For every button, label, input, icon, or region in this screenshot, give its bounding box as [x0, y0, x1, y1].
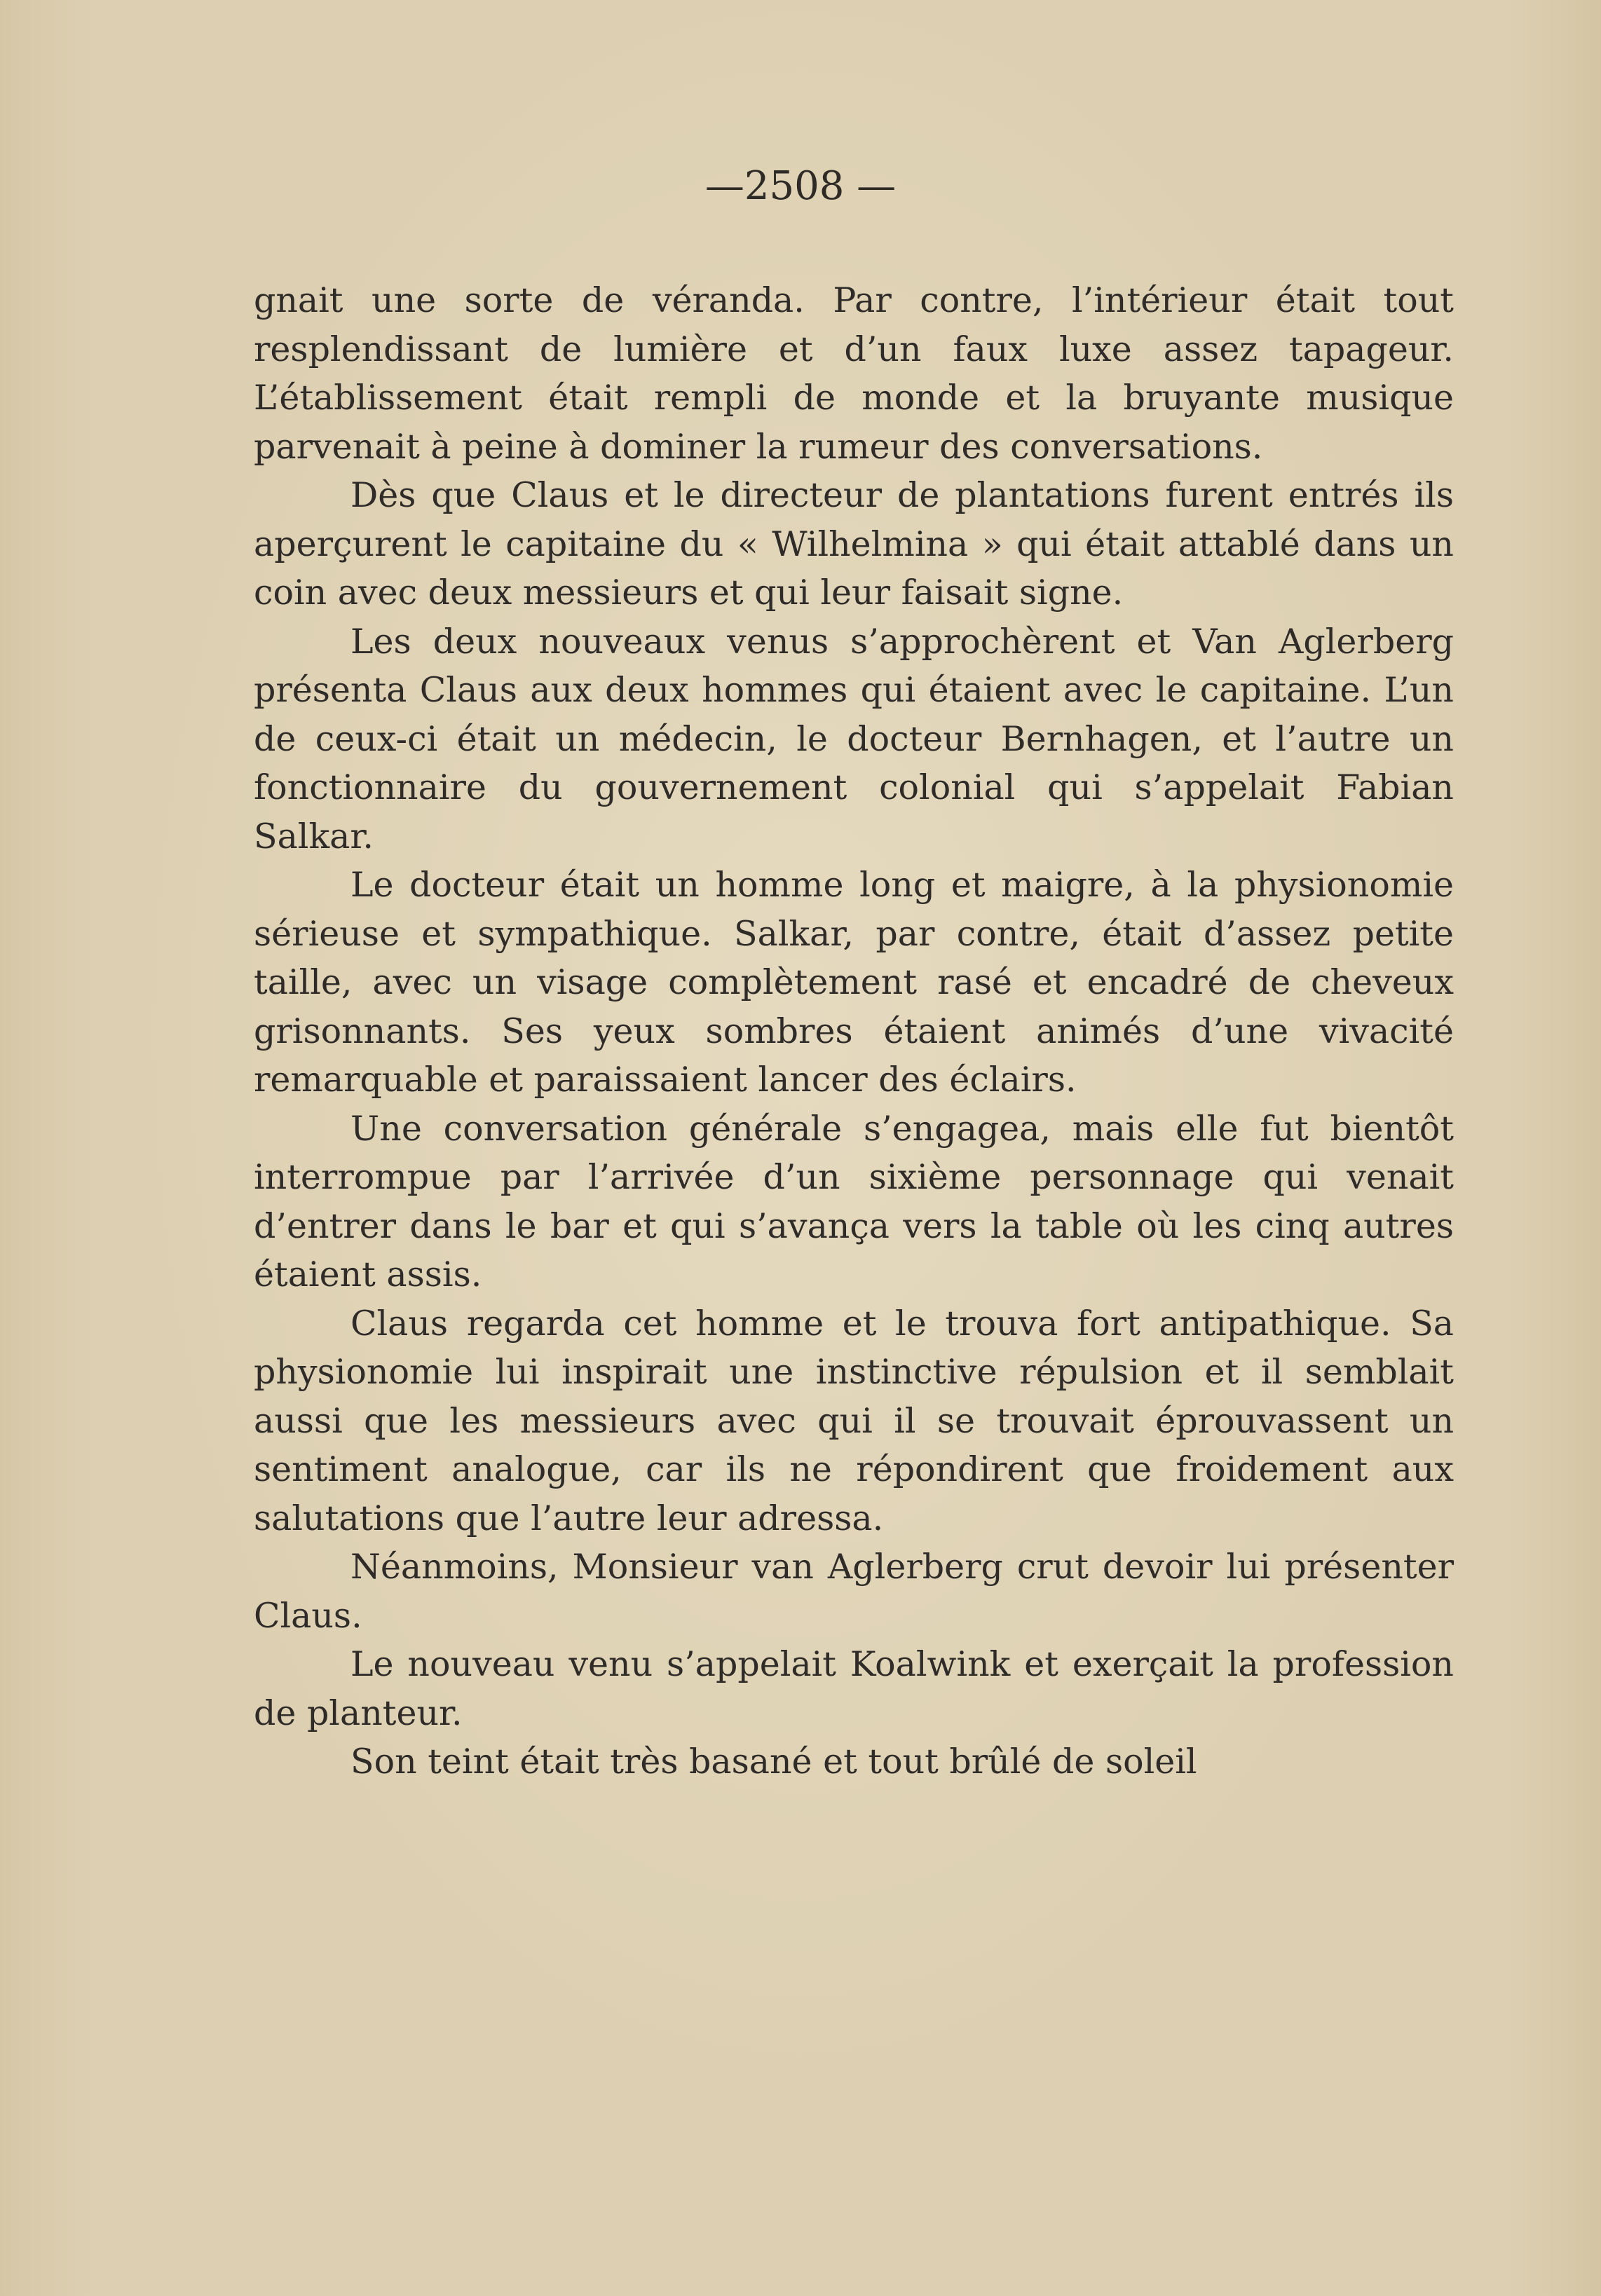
paragraph: Dès que Claus et le directeur de plantations furent entrés ils aperçurent le capitaine du « Wilhelmina » qui était attablé dans un coin avec deux messieurs et qui leur faisait signe.: [254, 475, 1454, 613]
paragraph: Le docteur était un homme long et maigre, à la physionomie sérieuse et sympathique. Salkar, par contre, était d’assez petite taille, avec un visage complètement rasé et encadré de cheveux grisonnants. Ses yeux sombres étaient animés d’une vivacité remarquable et paraissaient lancer des éclairs.: [254, 865, 1454, 1100]
paragraph: Son teint était très basané et tout brûlé de soleil: [350, 1742, 1197, 1782]
paragraph: Claus regarda cet homme et le trouva fort antipathique. Sa physionomie lui inspirait une instinctive répulsion et il semblait aussi que les messieurs avec qui il se trouvait éprouvassent un sentiment analogue, car ils ne répondirent que froidement aux salutations que l’autre leur adressa.: [254, 1303, 1454, 1538]
paragraph: Néanmoins, Monsieur van Aglerberg crut devoir lui présenter Claus.: [254, 1547, 1454, 1636]
paragraph: Les deux nouveaux venus s’approchèrent et Van Aglerberg présenta Claus aux deux hommes qui étaient avec le capitaine. L’un de ceux-ci était un médecin, le docteur Bernhagen, et l’autre un fonctionnaire du gouvernement colonial qui s’appelait Fabian Salkar.: [254, 621, 1454, 856]
page-number: —2508 —: [704, 163, 897, 209]
paragraph: gnait une sorte de véranda. Par contre, l’intérieur était tout resplendissant de lumière et d’un faux luxe assez tapageur. L’établissement était rempli de monde et la bruyante musique parvenait à peine à dominer la rumeur des conversations.: [254, 280, 1454, 467]
paragraph: Le nouveau venu s’appelait Koalwink et exerçait la profession de planteur.: [254, 1644, 1454, 1733]
paragraph: Une conversation générale s’engagea, mais elle fut bientôt interrompue par l’arrivée d’un sixième personnage qui venait d’entrer dans le bar et qui s’avança vers la table où les cinq autres étaient assis.: [254, 1108, 1454, 1294]
body-text: [254, 276, 1454, 1786]
